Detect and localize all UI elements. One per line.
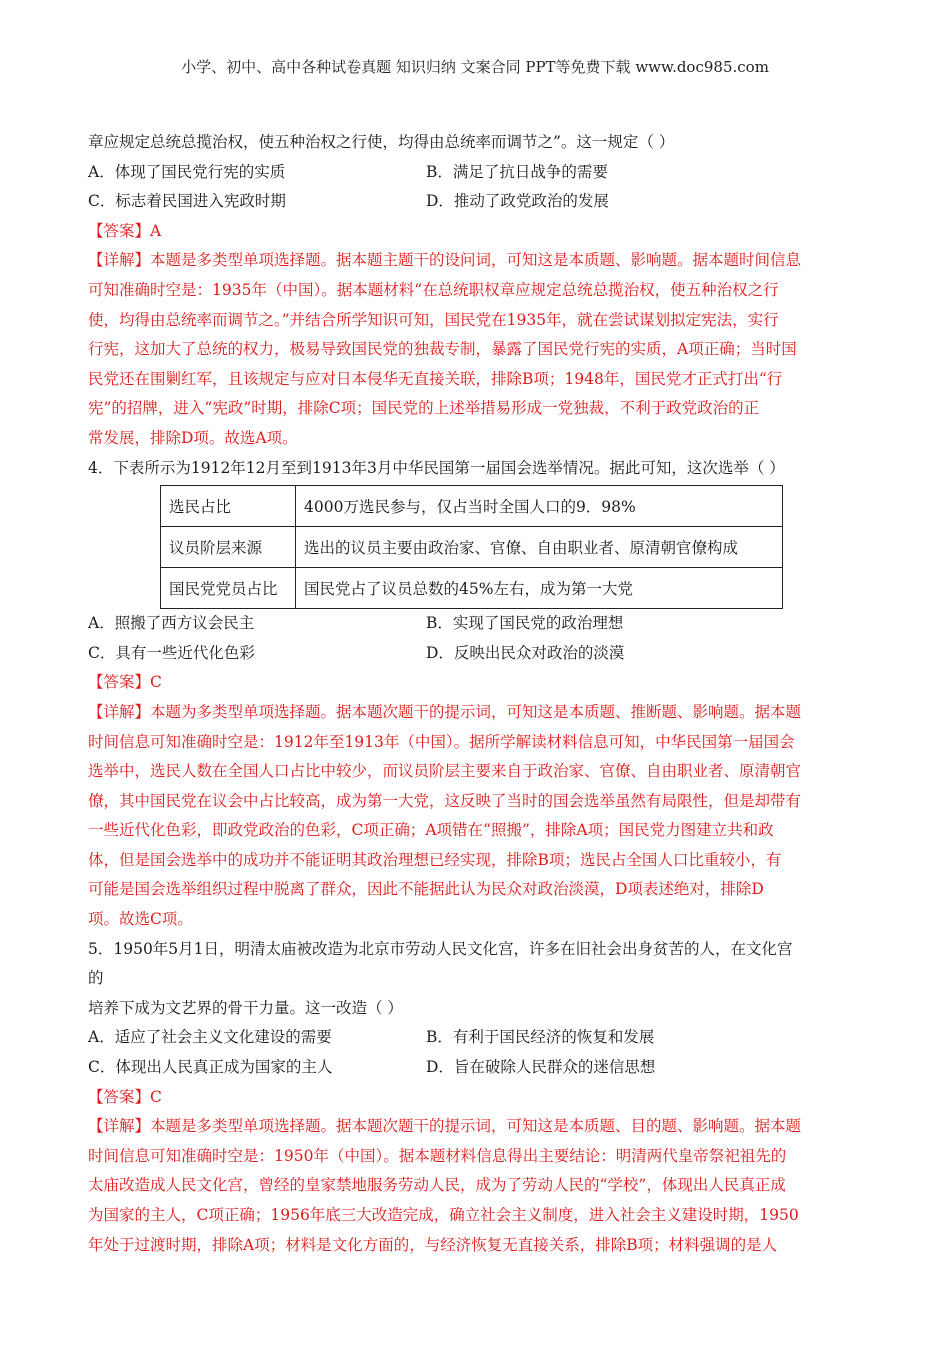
q4-explanation-line: 僚，其中国民党在议会中占比较高，成为第一大党，这反映了当时的国会选举虽然有局限性，但是却带有	[88, 791, 802, 810]
q3-option-c[interactable]: C．标志着民国进入宪政时期	[88, 192, 286, 211]
table-key-cell: 议员阶层来源	[161, 527, 296, 568]
q4-explanation-line: 体，但是国会选举中的成功并不能证明其政治理想已经实现，排除B项；选民占全国人口比重较小，有	[88, 850, 782, 869]
q4-option-b[interactable]: B．实现了国民党的政治理想	[426, 614, 624, 633]
q5-options-row-2	[88, 1053, 860, 1083]
q3-options-row-1	[88, 158, 860, 188]
q5-explanation-line: 【详解】本题是多类型单项选择题。据本题次题干的提示词，可知这是本质题、目的题、影响题。据本题	[88, 1117, 802, 1136]
q5-option-d[interactable]: D．旨在破除人民群众的迷信思想	[426, 1058, 656, 1077]
q4-option-a[interactable]: A．照搬了西方议会民主	[88, 614, 255, 633]
q4-explanation-line: 一些近代化色彩，即政党政治的色彩，C项正确；A项错在“照搬”，排除A项；国民党力图建立共和政	[88, 821, 774, 840]
q3-explanation-line: 【详解】本题是多类型单项选择题。据本题主题干的设问词，可知这是本质题、影响题。据本题时间信息	[88, 251, 802, 270]
q3-explanation-line: 行宪，这加大了总统的权力，极易导致国民党的独裁专制，暴露了国民党行宪的实质，A项正确；当时国	[88, 340, 797, 359]
table-row	[161, 486, 783, 527]
q4-explanation-line: 【详解】本题为多类型单项选择题。据本题次题干的提示词，可知这是本质题、推断题、影响题。据本题	[88, 702, 802, 721]
q4-answer: 【答案】C	[88, 673, 162, 692]
table-key-cell: 国民党党员占比	[161, 568, 296, 609]
q5-explanation-line: 太庙改造成人民文化宫，曾经的皇家禁地服务劳动人民，成为了劳动人民的“学校”，体现出人民真正成	[88, 1176, 786, 1195]
q3-explanation-line: 可知准确时空是：1935年（中国）。据本题材料“在总统职权章应规定总统总揽治权，使五种治权之行	[88, 280, 779, 299]
q3-option-d[interactable]: D．推动了政党政治的发展	[426, 192, 609, 211]
q3-answer: 【答案】A	[88, 221, 162, 240]
q4-explanation-line: 项。故选C项。	[88, 910, 193, 929]
q3-option-b[interactable]: B．满足了抗日战争的需要	[426, 162, 608, 181]
table-value-cell: 4000万选民参与，仅占当时全国人口的9．98%	[296, 486, 783, 527]
q3-explanation-line: 常发展，排除D项。故选A项。	[88, 428, 298, 447]
q3-explanation-line: 民党还在围剿红军，且该规定与应对日本侵华无直接关联，排除B项；1948年，国民党才正式打出“行	[88, 369, 783, 388]
q3-option-a[interactable]: A．体现了国民党行宪的实质	[88, 162, 286, 181]
q5-stem-line: 的	[88, 969, 104, 988]
table-row	[161, 568, 783, 609]
q4-explanation-line: 选举中，选民人数在全国人口占比中较少，而议员阶层主要来自于政治家、官僚、自由职业者、原清朝官	[88, 762, 802, 781]
q5-option-a[interactable]: A．适应了社会主义文化建设的需要	[88, 1028, 332, 1047]
q4-option-d[interactable]: D．反映出民众对政治的淡漠	[426, 643, 625, 662]
q4-explanation-line: 可能是国会选举组织过程中脱离了群众，因此不能据此认为民众对政治淡漠，D项表述绝对，排除D	[88, 880, 764, 899]
q4-options-row-1	[88, 609, 860, 639]
q5-stem-line: 5．1950年5月1日，明清太庙被改造为北京市劳动人民文化宫，许多在旧社会出身贫苦的人，在文化宫	[88, 939, 793, 958]
q3-explanation-line: 宪”的招牌，进入“宪政”时期，排除C项；国民党的上述举措易形成一党独裁，不利于政党政治的正	[88, 399, 760, 418]
q3-options-row-2	[88, 187, 860, 217]
q5-explanation-line: 时间信息可知准确时空是：1950年（中国）。据本题材料信息得出主要结论：明清两代皇帝祭祀祖先的	[88, 1146, 787, 1165]
q3-stem: 章应规定总统总揽治权，使五种治权之行使，均得由总统率而调节之”。这一规定（ ）	[88, 133, 675, 151]
q5-option-c[interactable]: C．体现出人民真正成为国家的主人	[88, 1058, 333, 1077]
q4-election-table	[160, 485, 783, 609]
table-key-cell: 选民占比	[161, 486, 296, 527]
q5-explanation-line: 为国家的主人，C项正确；1956年底三大改造完成，确立社会主义制度，进入社会主义建设时期，1950	[88, 1206, 799, 1224]
table-value-cell: 选出的议员主要由政治家、官僚、自由职业者、原清朝官僚构成	[296, 527, 783, 568]
q5-stem-line: 培养下成为文艺界的骨干力量。这一改造（ ）	[88, 998, 403, 1017]
table-value-cell: 国民党占了议员总数的45%左右，成为第一大党	[296, 568, 783, 609]
table-row	[161, 527, 783, 568]
q3-explanation-line: 使，均得由总统率而调节之。”并结合所学知识可知，国民党在1935年，就在尝试谋划拟定宪法，实行	[88, 310, 779, 329]
q5-option-b[interactable]: B．有利于国民经济的恢复和发展	[426, 1028, 655, 1047]
document-body	[88, 128, 860, 1260]
q4-options-row-2	[88, 639, 860, 669]
q4-explanation-line: 时间信息可知准确时空是：1912年至1913年（中国）。据所学解读材料信息可知，中华民国第一届国会	[88, 732, 795, 751]
q5-explanation-line: 年处于过渡时期，排除A项；材料是文化方面的，与经济恢复无直接关系，排除B项；材料强调的是人	[88, 1235, 778, 1254]
q5-options-row-1	[88, 1023, 860, 1053]
q4-stem: 4．下表所示为1912年12月至到1913年3月中华民国第一届国会选举情况。据此可知，这次选举（ ）	[88, 458, 785, 477]
q5-answer: 【答案】C	[88, 1087, 162, 1106]
q4-option-c[interactable]: C．具有一些近代化色彩	[88, 643, 255, 662]
page-header: 小学、初中、高中各种试卷真题 知识归纳 文案合同 PPT等免费下载 www.doc985.com	[181, 58, 769, 76]
